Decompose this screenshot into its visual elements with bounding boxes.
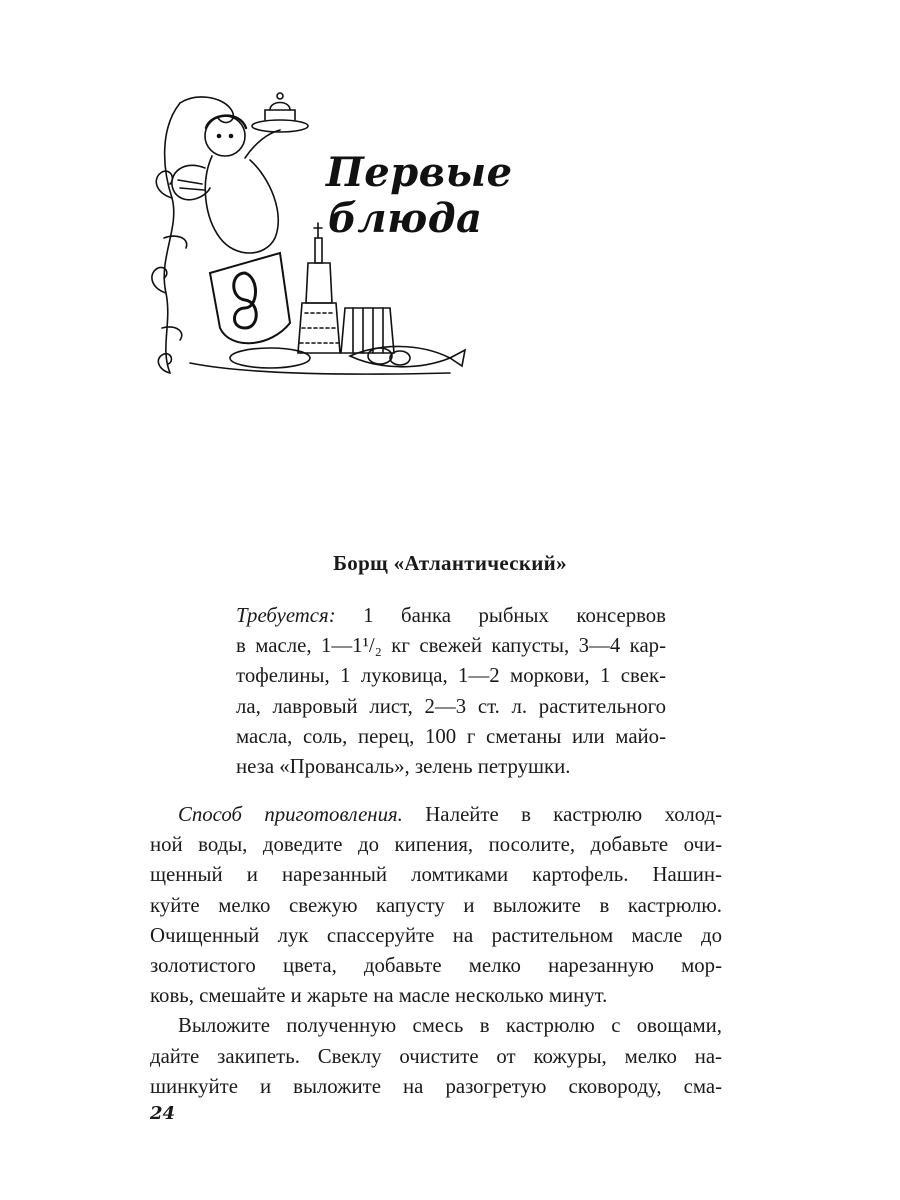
ingredients-label: Требуется: xyxy=(236,604,336,627)
ingredients-line: ла, лавровый лист, 2—3 ст. л. растительного xyxy=(236,694,666,718)
ingredients-paragraph xyxy=(236,601,666,782)
ingredients-line: неза «Провансаль», зелень петрушки. xyxy=(236,755,571,779)
method-line: Налейте в кастрюлю холод- xyxy=(402,803,722,826)
method-line: Очищенный лук спассеруйте на растительном масле до xyxy=(150,923,722,947)
method-line: ковь, смешайте и жарьте на масле несколько минут. xyxy=(150,984,608,1008)
method-label: Способ приготовления. xyxy=(178,803,403,826)
recipe-title: Борщ «Атлантический» xyxy=(333,551,567,575)
ingredients-line: масла, соль, перец, 100 г сметаны или майо- xyxy=(236,724,666,748)
method2-line: Выложите полученную смесь в кастрюлю с овощами, xyxy=(178,1014,722,1038)
method-line: золотистого цвета, добавьте мелко нарезанную мор- xyxy=(150,954,722,978)
ingredients-line: 1 банка рыбных консервов xyxy=(335,604,666,627)
page-number: 24 xyxy=(150,1103,176,1124)
method-line: куйте мелко свежую капусту и выложите в кастрюлю. xyxy=(150,893,722,917)
method-paragraph xyxy=(150,800,722,1102)
chapter-title-line1: Первые xyxy=(326,149,513,196)
method-line: ной воды, доведите до кипения, посолите, добавьте очи- xyxy=(150,833,722,857)
ingredients-line: в масле, 1—1¹/₂ кг свежей капусты, 3—4 кар- xyxy=(236,634,666,658)
method2-line: дайте закипеть. Свеклу очистите от кожуры, мелко на- xyxy=(150,1044,722,1068)
method-line: щенный и нарезанный ломтиками картофель. Нашин- xyxy=(150,863,722,887)
ingredients-line: тофелины, 1 луковица, 1—2 моркови, 1 свек- xyxy=(236,664,666,688)
method2-line: шинкуйте и выложите на разогретую сковороду, сма- xyxy=(150,1074,722,1098)
chapter-title-line2: блюда xyxy=(328,195,483,242)
chapter-title xyxy=(326,150,513,242)
